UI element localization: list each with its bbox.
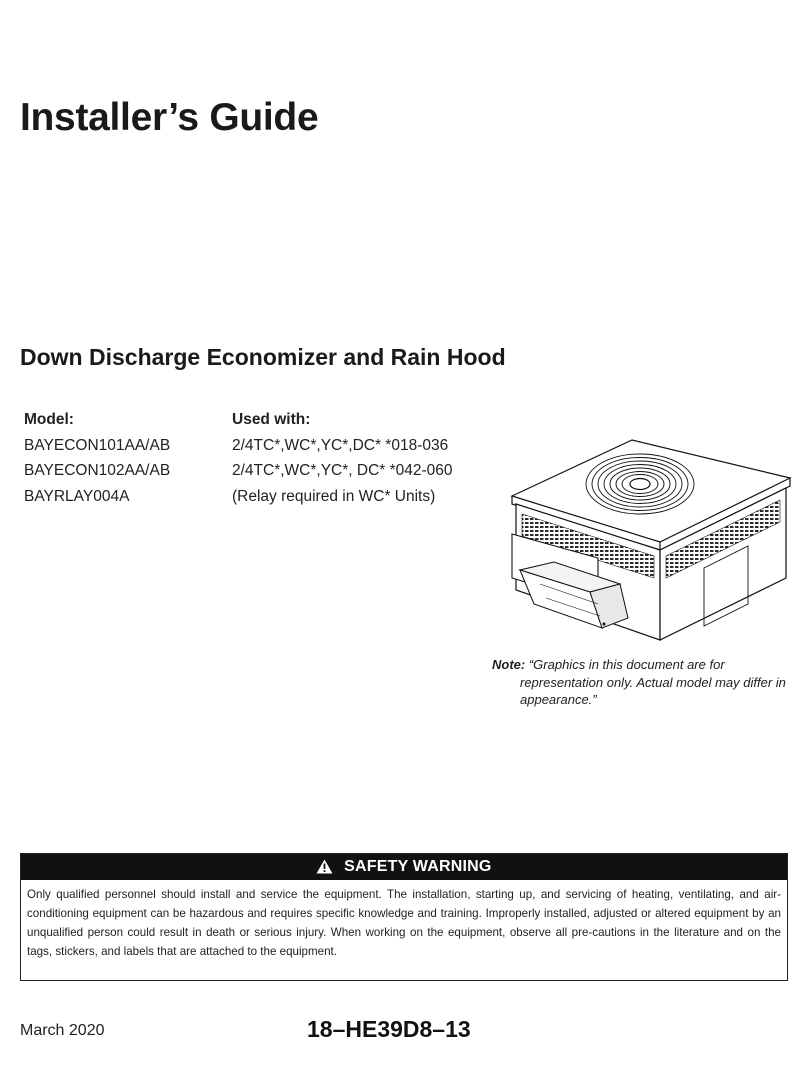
used-with: 2/4TC*,WC*,YC*, DC* *042-060 — [232, 462, 453, 479]
used-with-column-header: Used with: — [232, 411, 311, 428]
used-with: (Relay required in WC* Units) — [232, 487, 436, 505]
safety-warning-header — [21, 854, 787, 880]
note-label: Note: — [492, 657, 526, 672]
model-table-header — [24, 407, 484, 433]
document-subtitle: Down Discharge Economizer and Rain Hood — [20, 344, 506, 370]
model-number: BAYECON101AA/AB — [24, 436, 171, 454]
safety-warning-box — [20, 853, 788, 981]
model-row — [24, 433, 484, 459]
model-table — [24, 407, 484, 509]
model-number: BAYECON102AA/AB — [24, 462, 171, 479]
model-row — [24, 458, 484, 484]
note-line: “Graphics in this document are for — [528, 657, 725, 672]
unit-illustration — [500, 418, 796, 650]
document-title: Installer’s Guide — [20, 96, 319, 139]
used-with: 2/4TC*,WC*,YC*,DC* *018-036 — [232, 436, 449, 454]
publication-date: March 2020 — [20, 1022, 105, 1039]
model-row — [24, 484, 484, 510]
model-number: BAYRLAY004A — [24, 487, 130, 505]
safety-warning-title: SAFETY WARNING — [344, 858, 492, 875]
document-number: 18–HE39D8–13 — [307, 1016, 471, 1042]
model-column-header: Model: — [24, 411, 74, 428]
graphics-note — [492, 656, 792, 709]
safety-warning-text: Only qualified personnel should install and service the equipment. The installation, starting up, and servicing of heating, ventilating, and air-conditioning equipment can be hazardous and requires specific knowledge and training. Improperly installed, adjusted or altered equipment by an unqualified person could result in death or serious injury. When working on the equipment, observe all pre-cautions in the literature and on the tags, stickers, and labels that are attached to the equipment. — [27, 888, 781, 958]
warning-triangle-icon — [316, 859, 333, 874]
note-text: representation only. Actual model may differ in appearance.” — [520, 674, 786, 707]
